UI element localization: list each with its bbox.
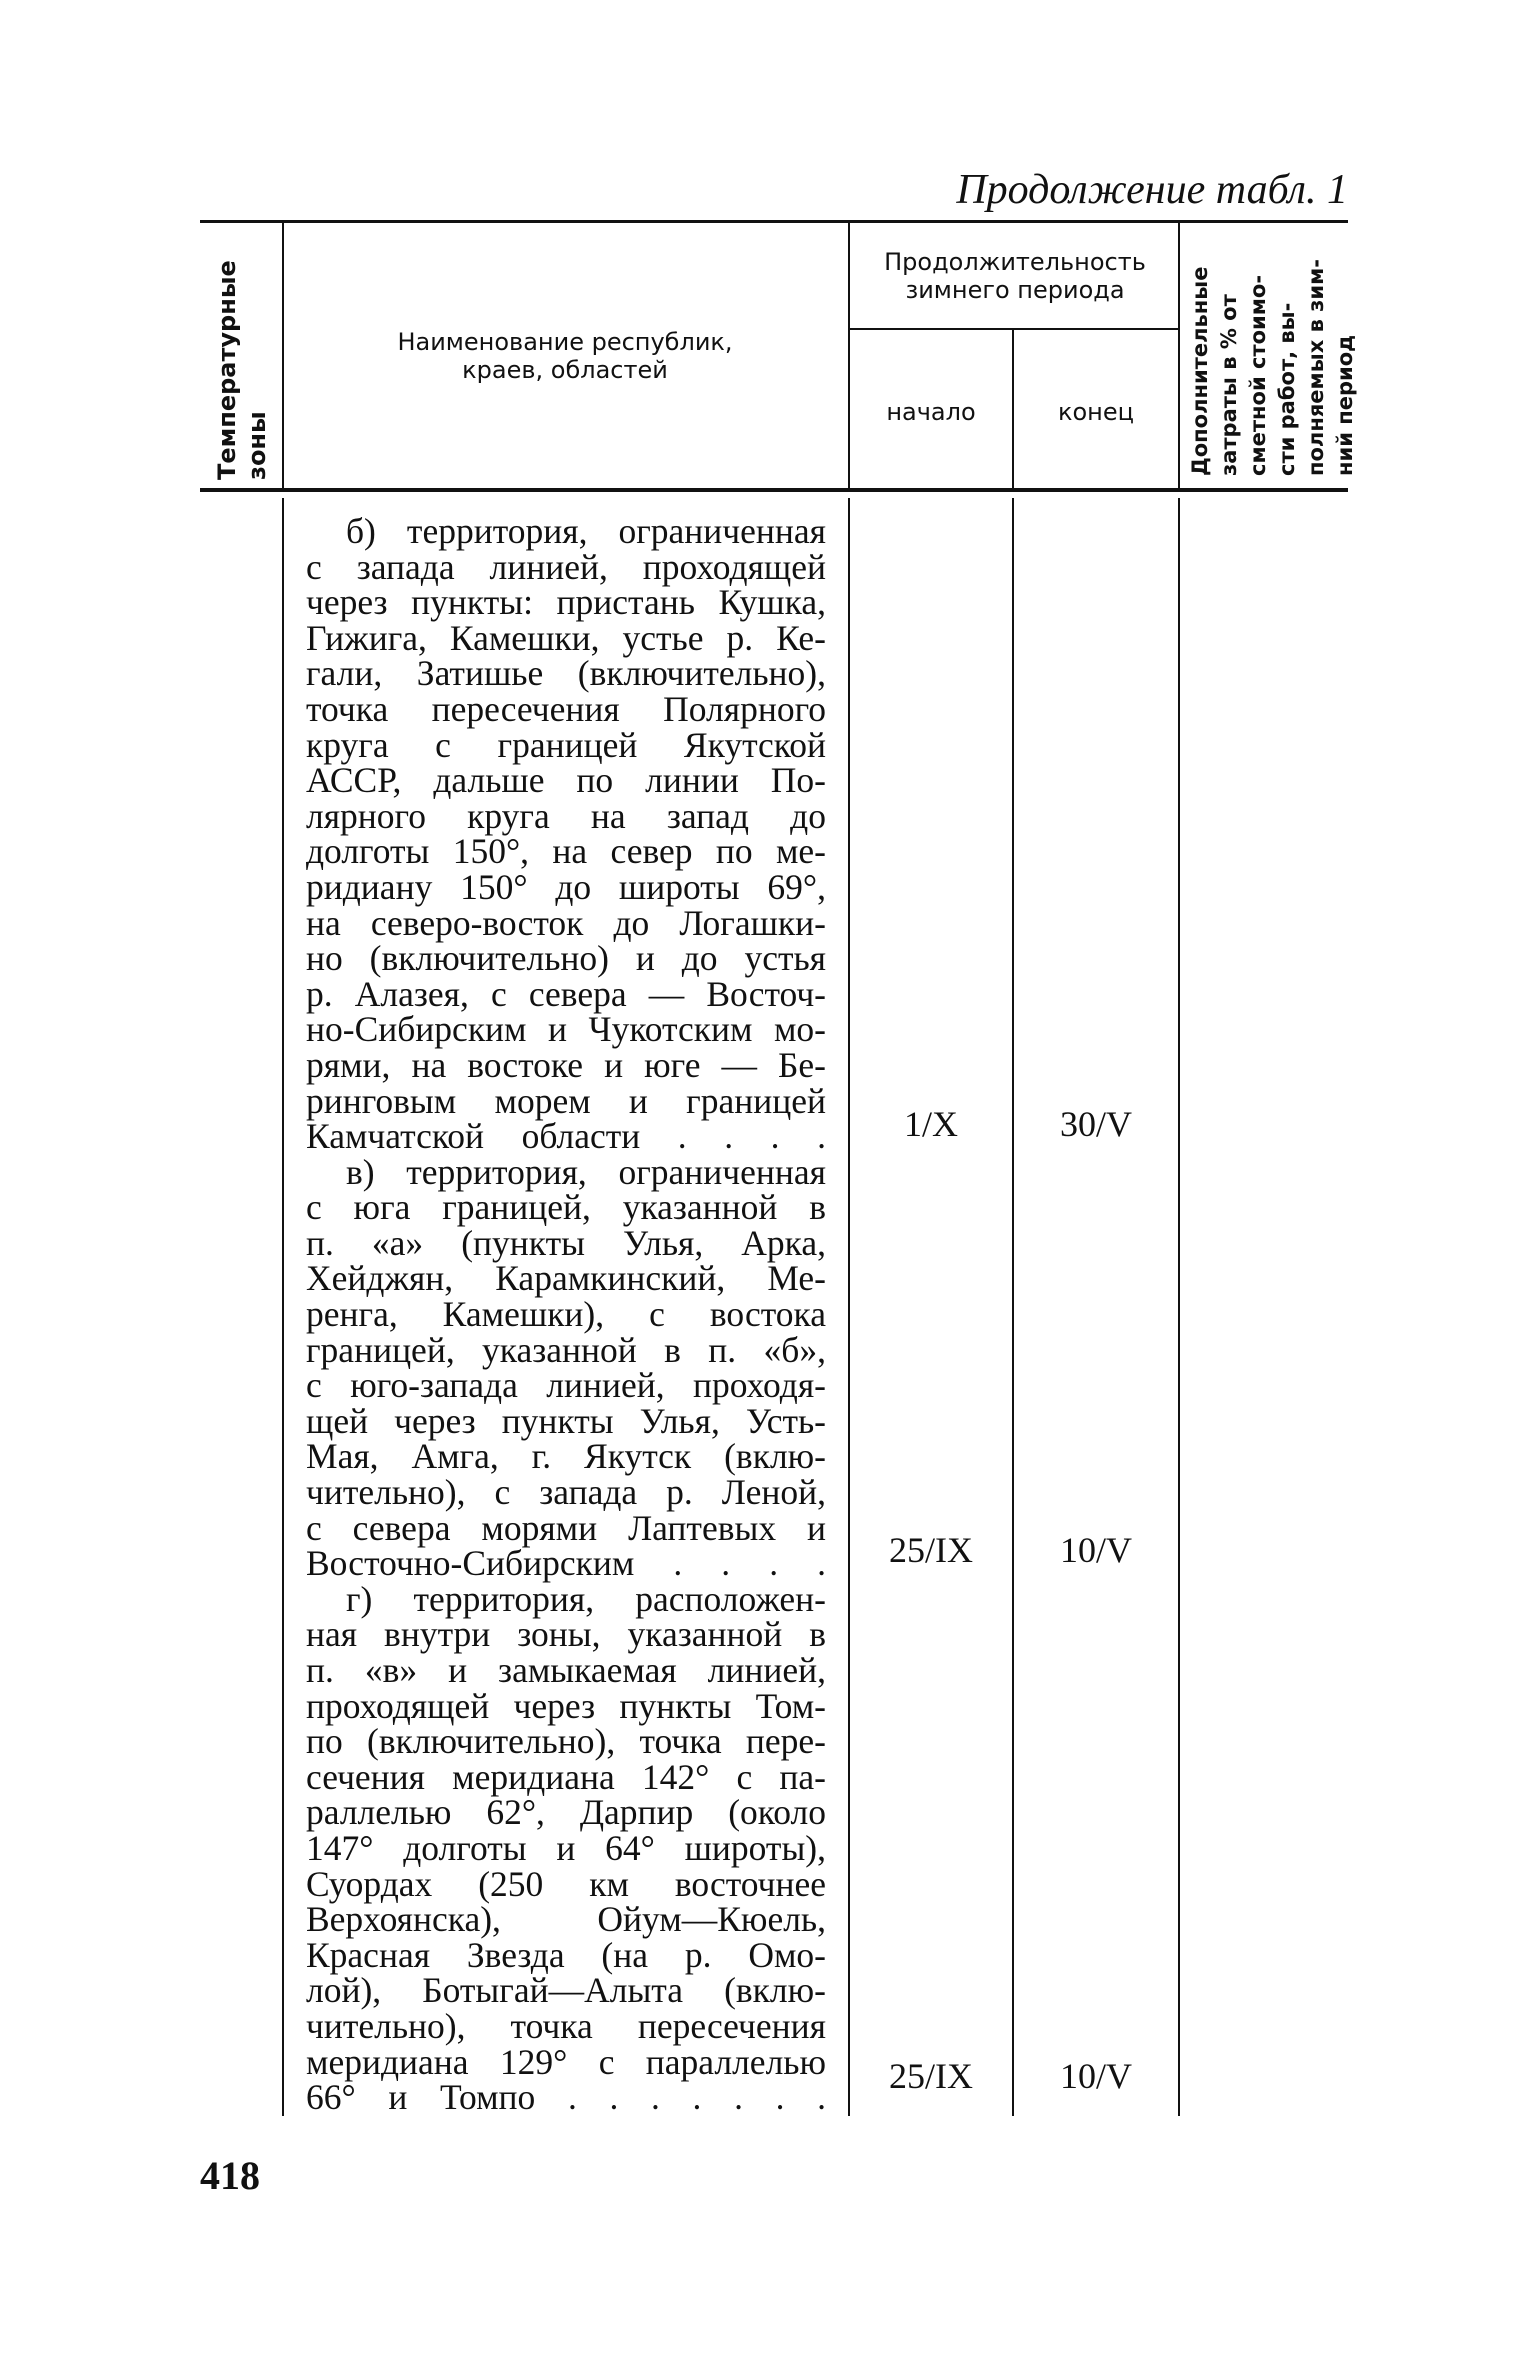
row-line: рями, на востоке и юге — Бе- xyxy=(306,1044,826,1085)
body-sep-2 xyxy=(848,498,850,2116)
row-line: гали, Затишье (включительно), xyxy=(306,653,826,694)
row-line: ная внутри зоны, указанной в xyxy=(306,1614,826,1655)
table-row-g xyxy=(306,1578,826,2118)
row-b-end: 30/V xyxy=(1060,1104,1132,1144)
row-line: ридиану 150° до широты 69°, xyxy=(306,866,826,907)
row-line: Суордах (250 км восточнее xyxy=(306,1863,826,1904)
extra-cost-line: сти работ, вы- xyxy=(1275,302,1299,476)
column-header-start: начало xyxy=(886,398,976,426)
body-sep-1 xyxy=(282,498,284,2116)
row-line: п. «в» и замыкаемая линией, xyxy=(306,1650,826,1690)
body-sep-4 xyxy=(1178,498,1180,2116)
row-line: лярного круга на запад до xyxy=(306,795,826,836)
body-sep-3 xyxy=(1012,498,1014,2116)
row-g-start: 25/IX xyxy=(889,2056,973,2096)
row-line: по (включительно), точка пере- xyxy=(306,1721,826,1762)
row-line: Камчатской области . . . . xyxy=(306,1116,826,1157)
row-line: ринговым морем и границей xyxy=(306,1080,826,1121)
row-line: Красная Звезда (на р. Омо- xyxy=(306,1934,826,1975)
header-bottom-rule xyxy=(200,488,1348,492)
table-row-v xyxy=(306,1151,826,1584)
row-line: чительно), с запада р. Леной, xyxy=(306,1472,826,1513)
row-b-start: 1/X xyxy=(904,1104,958,1144)
row-line: ренга, Камешки), с востока xyxy=(306,1294,826,1335)
row-line: проходящей через пункты Том- xyxy=(306,1685,826,1726)
row-line: Хейджян, Карамкинский, Ме- xyxy=(306,1258,826,1299)
row-line: с юго-запада линией, проходя- xyxy=(306,1365,826,1406)
row-line: долготы 150°, на север по ме- xyxy=(306,831,826,872)
region-descriptions xyxy=(306,511,826,2118)
table-row-b xyxy=(306,511,826,1157)
column-header-name: Наименование республик, краев, областей xyxy=(397,328,733,384)
table-continuation-title: Продолжение табл. 1 xyxy=(956,167,1348,213)
row-line: Верхоянска), Ойум—Кюель, xyxy=(306,1899,826,1940)
row-line: лой), Ботыгай—Алыта (вклю- xyxy=(306,1970,826,2011)
row-line: Восточно-Сибирским . . . . xyxy=(306,1543,826,1584)
row-line: на северо-восток до Логашки- xyxy=(306,902,826,943)
row-line: через пункты: пристань Кушка, xyxy=(306,582,826,623)
row-line: г) территория, расположен- xyxy=(346,1578,826,1619)
row-line: но (включительно) и до устья xyxy=(306,938,826,979)
row-line: с юга границей, указанной в xyxy=(306,1187,826,1228)
row-v-start: 25/IX xyxy=(889,1530,973,1570)
row-line: круга с границей Якутской xyxy=(306,724,826,765)
header-top-rule xyxy=(200,220,1348,223)
row-line: раллелью 62°, Дарпир (около xyxy=(306,1792,826,1833)
row-line: Мая, Амга, г. Якутск (вклю- xyxy=(306,1436,826,1477)
extra-cost-line: сметной стоимо- xyxy=(1246,274,1270,476)
row-line: точка пересечения Полярного xyxy=(306,688,826,729)
row-line: с запада линией, проходящей xyxy=(306,546,826,587)
page-number: 418 xyxy=(200,2153,260,2198)
row-line: 66° и Томпо . . . . . . . xyxy=(306,2077,826,2118)
column-header-zones: Температурные зоны xyxy=(213,260,271,480)
header-sep-4 xyxy=(1178,222,1180,488)
row-line: в) территория, ограниченная xyxy=(346,1151,826,1192)
row-line: меридиана 129° с параллелью xyxy=(306,2041,826,2082)
row-g-end: 10/V xyxy=(1060,2056,1132,2096)
extra-cost-line: ний период xyxy=(1333,334,1357,476)
row-line: Гижига, Камешки, устье р. Ке- xyxy=(306,617,826,658)
column-header-duration: Продолжительность зимнего периода xyxy=(884,248,1146,304)
row-line: границей, указанной в п. «б», xyxy=(306,1329,826,1370)
column-header-extra-cost xyxy=(1186,226,1360,476)
row-line: чительно), точка пересечения xyxy=(306,2005,826,2046)
row-line: АССР, дальше по линии По- xyxy=(306,760,826,801)
header-sep-3 xyxy=(1012,330,1014,488)
row-line: р. Алазея, с севера — Восточ- xyxy=(306,973,826,1014)
row-line: 147° долготы и 64° широты), xyxy=(306,1827,826,1868)
row-line: но-Сибирским и Чукотским мо- xyxy=(306,1009,826,1050)
row-line: щей через пункты Улья, Усть- xyxy=(306,1400,826,1441)
row-line: б) территория, ограниченная xyxy=(346,511,826,551)
row-v-end: 10/V xyxy=(1060,1530,1132,1570)
header-sep-1 xyxy=(282,222,284,488)
row-line: с севера морями Лаптевых и xyxy=(306,1507,826,1548)
extra-cost-line: Дополнительные xyxy=(1188,266,1212,476)
row-line: сечения меридиана 142° с па- xyxy=(306,1756,826,1797)
row-line: п. «а» (пункты Улья, Арка, xyxy=(306,1222,826,1263)
extra-cost-line: затраты в % от xyxy=(1217,294,1241,476)
header-sep-2 xyxy=(848,222,850,488)
column-header-end: конец xyxy=(1058,398,1134,426)
extra-cost-line: полняемых в зим- xyxy=(1304,259,1328,476)
